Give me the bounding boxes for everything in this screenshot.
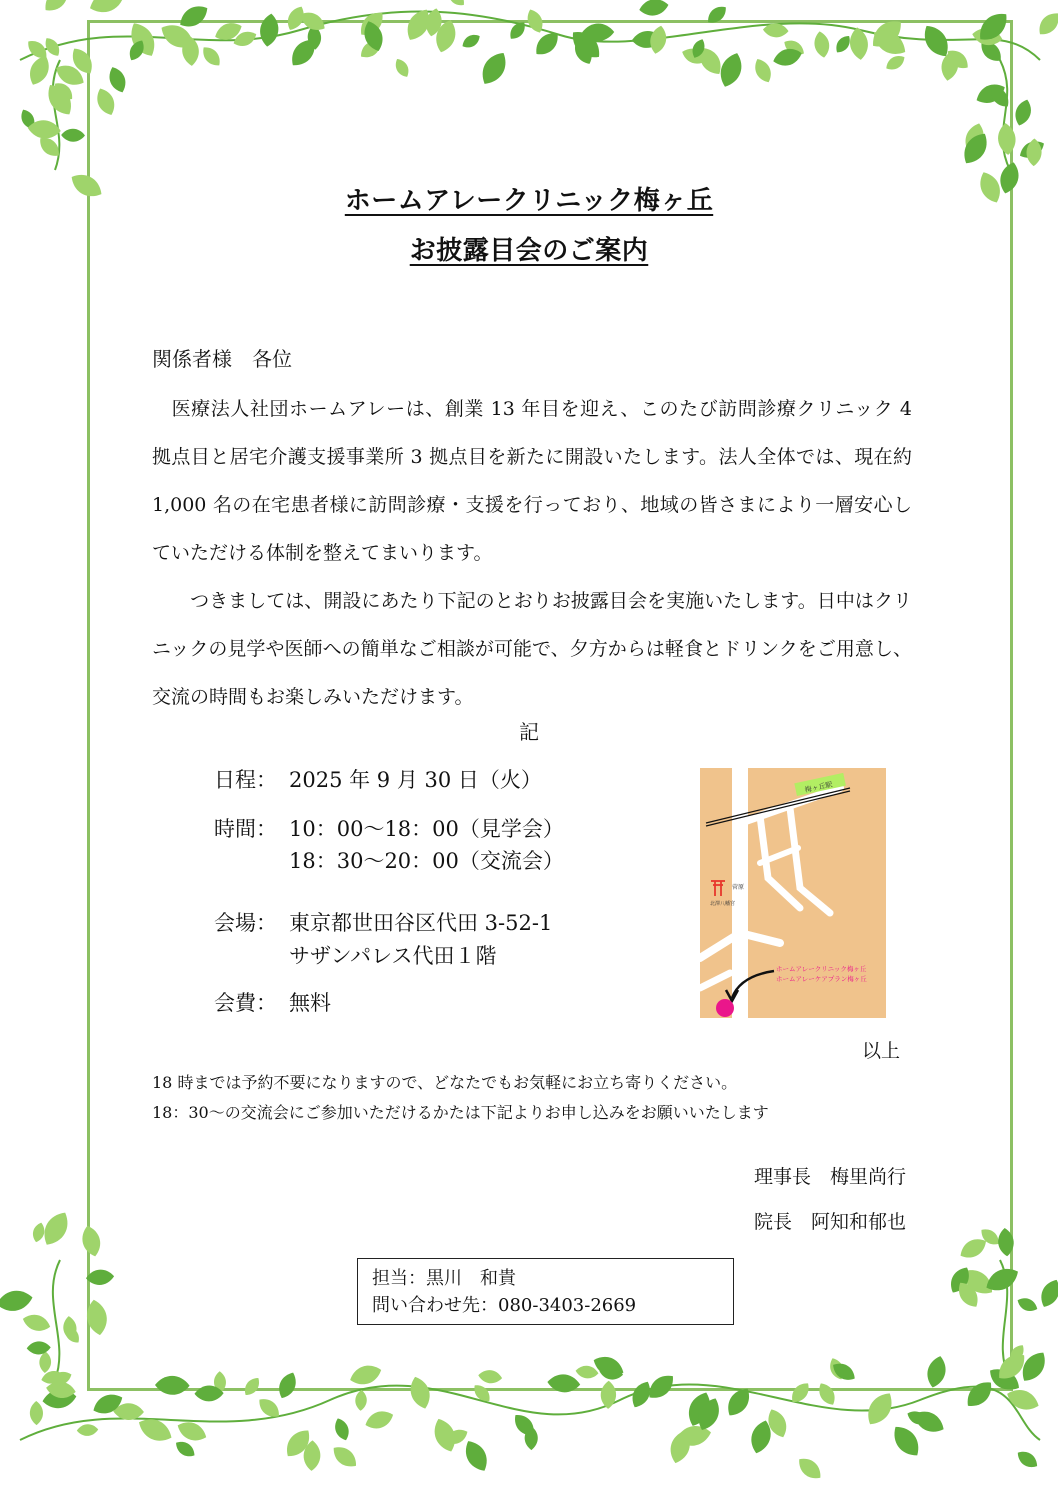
leaf-icon [460, 31, 483, 51]
leaf-icon [155, 1376, 190, 1396]
leaf-icon [31, 1221, 47, 1243]
leaf-icon [648, 24, 669, 55]
venue-label: 会場： [214, 911, 277, 935]
fee-value: 無料 [289, 991, 331, 1015]
time-value-tour: 10：00～18：00（見学会） [289, 817, 564, 841]
leaf-icon [477, 1369, 502, 1385]
leaf-icon [84, 1298, 110, 1337]
page-title: ホームアレークリニック梅ヶ丘 [344, 186, 714, 216]
body-paragraph-2: つきましては、開設にあたり下記のとおりお披露目会を実施いたします。日中はクリニックの見学や医師への簡単なご相談が可能で、夕方からは軽食とドリンクをご用意し、交流の時間もお楽しみいただけます。 [152, 590, 912, 708]
access-map [700, 768, 886, 1018]
vine-stem [53, 1260, 60, 1380]
clinic-label-1: ホームアレークリニック梅ヶ丘 [776, 965, 867, 973]
leaf-icon [21, 1311, 53, 1334]
leaf-icon [86, 0, 128, 18]
leaf-icon [26, 1341, 51, 1355]
leaf-icon [275, 1370, 300, 1402]
leaf-icon [704, 2, 730, 26]
leaf-icon [524, 7, 546, 36]
signature-chairman: 理事長 梅里尚行 [753, 1166, 906, 1188]
leaf-icon [106, 64, 130, 95]
leaf-icon [199, 43, 224, 69]
leaf-icon [997, 122, 1017, 155]
leaf-icon [363, 1407, 396, 1432]
date-label: 日程： [214, 768, 277, 792]
fee-label: 会費： [214, 991, 277, 1015]
leaf-icon [1034, 9, 1058, 40]
leaf-icon [997, 1227, 1015, 1257]
leaf-icon [445, 0, 468, 9]
leaf-icon [173, 1438, 198, 1461]
leaf-icon [30, 1401, 43, 1425]
leaf-icon [355, 1390, 367, 1411]
ki-marker: 記 [519, 720, 539, 744]
leaf-icon [962, 1376, 998, 1412]
salutation: 関係者様 各位 [152, 347, 292, 371]
leaf-icon [1037, 1276, 1058, 1310]
leaf-icon [1014, 1447, 1041, 1471]
venue-address: 東京都世田谷区代田 3-52-1 [289, 911, 553, 935]
leaf-icon [85, 1269, 114, 1286]
contact-person: 担当：黒川 和貴 [372, 1268, 516, 1289]
leaf-icon [329, 1442, 361, 1472]
contact-phone[interactable]: 問い合わせ先：080-3403-2669 [372, 1295, 637, 1316]
leaf-icon [575, 1364, 599, 1379]
leaf-icon [347, 1362, 383, 1389]
body-text [152, 385, 912, 721]
leaf-icon [547, 1373, 581, 1394]
ijo-marker: 以上 [862, 1040, 901, 1062]
leaf-icon [0, 1288, 34, 1314]
date-value: 2025 年 9 月 30 日（火） [289, 768, 542, 792]
leaf-icon [716, 50, 747, 90]
time-value-social: 18：30～20：00（交流会） [289, 849, 564, 873]
leaf-icon [25, 52, 54, 88]
leaf-icon [460, 1437, 492, 1476]
leaf-icon [812, 30, 831, 59]
note-no-reservation: 18 時までは予約不要になりますので、どなたでもお気軽にお立ち寄りください。 [152, 1073, 738, 1092]
contact-box [357, 1258, 734, 1325]
leaf-icon [392, 56, 412, 79]
leaf-icon [815, 1380, 839, 1408]
clinic-label-2: ホームアレーケアプラン梅ヶ丘 [776, 975, 867, 983]
leaf-icon [93, 85, 119, 118]
leaf-icon [476, 48, 512, 89]
leaf-icon [531, 28, 563, 60]
station-label: 梅ヶ丘駅 [804, 780, 834, 795]
leaf-icon [77, 1424, 99, 1437]
page-subtitle: お披露目会のご案内 [409, 236, 649, 266]
signature-director: 院長 阿知和郁也 [753, 1211, 906, 1233]
leaf-icon [241, 1375, 263, 1399]
venue-building: サザンパレス代田１階 [289, 944, 497, 968]
leaf-icon [258, 12, 280, 47]
clinic-marker [716, 999, 734, 1017]
leaf-icon [638, 0, 670, 18]
leaf-icon [888, 1421, 925, 1461]
leaf-icon [751, 56, 775, 85]
note-registration: 18：30～の交流会にご参加いただけるかたは下記よりお申し込みをお願いいたします [152, 1103, 769, 1122]
leaf-icon [1015, 1295, 1040, 1315]
leaf-icon [883, 52, 907, 73]
leaf-icon [924, 1354, 949, 1390]
shrine-label-2: 北澤八幡宮 [710, 901, 736, 907]
leaf-icon [1012, 97, 1034, 127]
shrine-label-1: 菅原 [732, 884, 745, 891]
leaf-icon [61, 129, 85, 142]
leaf-icon [39, 1351, 52, 1373]
leaf-icon [406, 1374, 433, 1411]
leaf-icon [600, 1381, 616, 1409]
leaf-icon [794, 1453, 825, 1483]
leaf-icon [79, 1224, 104, 1259]
leaf-icon [40, 0, 73, 16]
leaf-icon [332, 1416, 352, 1442]
time-label: 時間： [214, 817, 277, 841]
body-paragraph-1: 医療法人社団ホームアレーは、創業 13 年目を迎え、このたび訪問診療クリニック 4 拠点目と居宅介護支援事業所 3 拠点目を新たに開設いたします。法人全体では、現在約 1,000 名の在宅患者様に訪問診療・支援を行っており、地域の皆さまにより一層安心していただける体制を整えてまいります。 [152, 398, 912, 564]
